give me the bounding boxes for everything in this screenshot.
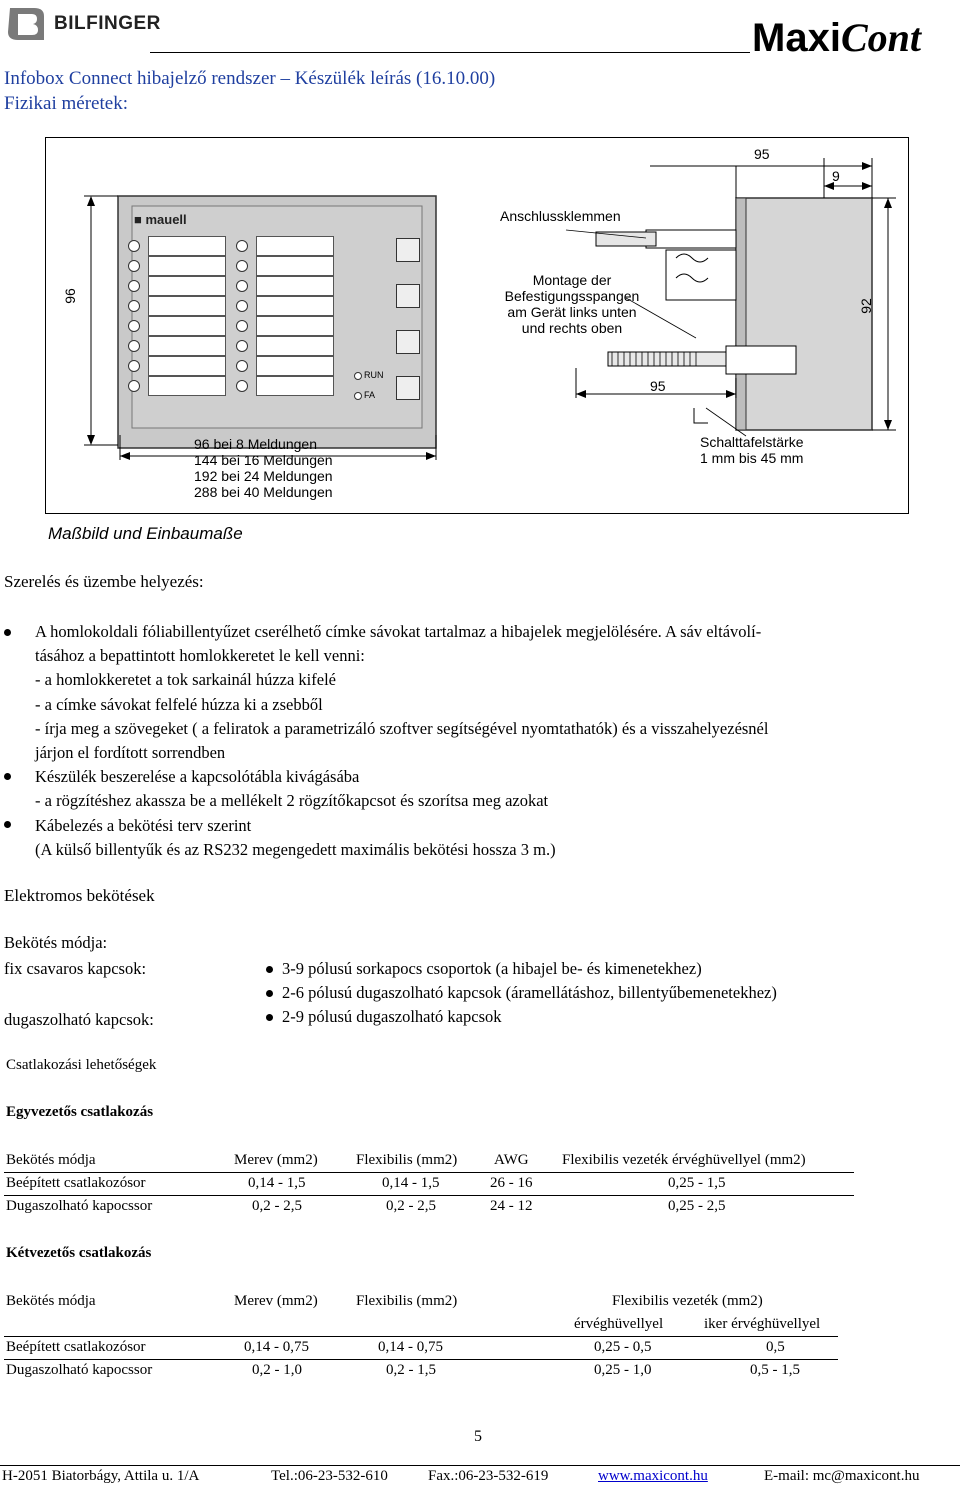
install-line: Kábelezés a bekötési terv szerint: [35, 815, 252, 835]
double-cell: 0,25 - 1,0: [594, 1362, 652, 1378]
company-name: BILFINGER: [54, 13, 161, 34]
label-slot: [256, 236, 334, 256]
bullet-icon: [266, 1014, 273, 1021]
indicator-led: [236, 360, 248, 372]
bullet-icon: [4, 821, 11, 828]
schalttafel-label: [700, 434, 804, 466]
install-line: tásához a bepattintott homlokkeretet le kell venni:: [35, 646, 365, 666]
bilfinger-logo-icon: [4, 4, 48, 44]
status-icon-4: [396, 376, 420, 400]
install-line: Készülék beszerelése a kapcsolótábla kivágásába: [35, 767, 360, 787]
dimension-figure: [45, 137, 909, 514]
double-header-rule: [4, 1336, 838, 1337]
dim-95-bottom: 95: [650, 378, 666, 394]
dim-95-top: 95: [754, 146, 770, 162]
indicator-led: [128, 260, 140, 272]
indicator-led: [128, 320, 140, 332]
meldungen-line: 288 bei 40 Meldungen: [194, 484, 333, 500]
install-line: (A külső billentyűk és az RS232 megengedett maximális bekötési hossza 3 m.): [35, 839, 556, 859]
terminal-item-text: 2-9 pólusú dugaszolható kapcsok: [282, 1007, 502, 1027]
fix-terminals-label: fix csavaros kapcsok:: [4, 959, 147, 978]
label-slot: [148, 276, 226, 296]
status-icon-2: [396, 284, 420, 308]
terminal-item-text: 3-9 pólusú sorkapocs csoportok (a hibajel be- és kimenetekhez): [282, 959, 702, 978]
double-cell: Beépített csatlakozósor: [6, 1339, 146, 1355]
double-subheader: érvéghüvellyel: [574, 1316, 664, 1332]
double-cell: 0,14 - 0,75: [244, 1339, 309, 1355]
double-wire-title: Kétvezetős csatlakozás: [6, 1245, 152, 1261]
double-cell: 0,25 - 0,5: [594, 1339, 652, 1355]
double-header: Flexibilis vezeték (mm2): [612, 1293, 763, 1309]
montage-line: am Gerät links unten: [507, 304, 637, 320]
double-header: Flexibilis (mm2): [356, 1293, 458, 1309]
bilfinger-logo: [4, 4, 48, 44]
indicator-led: [236, 320, 248, 332]
indicator-led: [236, 300, 248, 312]
dim-96-vertical: 96: [61, 288, 78, 304]
label-slot: [256, 336, 334, 356]
schalttafel-line: 1 mm bis 45 mm: [700, 450, 804, 466]
plug-terminals-label: dugaszolható kapcsok:: [4, 1010, 154, 1029]
footer-address: H-2051 Biatorbágy, Attila u. 1/A: [2, 1468, 200, 1484]
double-header: Merev (mm2): [234, 1293, 318, 1309]
label-slot: [148, 376, 226, 396]
terminal-item: [266, 981, 777, 1005]
single-header: AWG: [494, 1152, 529, 1168]
double-row-rule: [4, 1359, 838, 1360]
install-title: Szerelés és üzembe helyezés:: [4, 572, 204, 591]
label-slot: [256, 276, 334, 296]
anschluss-label: Anschlussklemmen: [500, 208, 621, 224]
montage-line: und rechts oben: [521, 320, 623, 336]
footer-rule: [0, 1465, 960, 1466]
mauell-logo-text: mauell: [145, 212, 187, 227]
mode-label: Bekötés módja:: [4, 933, 108, 952]
bullet-icon: [4, 629, 11, 636]
label-slot: [256, 316, 334, 336]
indicator-led: [128, 360, 140, 372]
label-slot: [148, 336, 226, 356]
terminal-item-text: 2-6 pólusú dugaszolható kapcsok (áramellátáshoz, billentyűbemenetekhez): [282, 983, 777, 1003]
single-cell: 0,14 - 1,5: [382, 1175, 440, 1191]
indicator-led: [128, 240, 140, 252]
mauell-logo: ■ mauell: [134, 212, 187, 227]
single-cell: 26 - 16: [490, 1175, 533, 1191]
bullet-icon: [266, 990, 273, 997]
brand-logo: [752, 14, 921, 61]
header-rule: [150, 52, 750, 53]
label-slot: [256, 296, 334, 316]
indicator-led: [236, 280, 248, 292]
single-cell: 0,14 - 1,5: [248, 1175, 306, 1191]
montage-line: Befestigungsspangen: [504, 288, 640, 304]
single-header: Flexibilis vezeték érvéghüvellyel (mm2): [562, 1152, 806, 1168]
montage-line: Montage der: [532, 272, 612, 288]
brand-script: Cont: [840, 15, 921, 60]
fa-label: FA: [364, 390, 376, 400]
status-icon-1: [396, 238, 420, 262]
indicator-led: [128, 300, 140, 312]
install-line: A homlokoldali fóliabillentyűzet cserélhető címke sávokat tartalmaz a hibajelek megjelölésére. A sáv eltávolí-: [35, 622, 762, 641]
indicator-led: [128, 280, 140, 292]
indicator-led: [236, 340, 248, 352]
install-list: [0, 620, 960, 862]
single-header: Flexibilis (mm2): [356, 1152, 458, 1168]
status-icon-3: [396, 330, 420, 354]
single-cell: 0,25 - 2,5: [668, 1198, 726, 1214]
single-cell: 0,2 - 2,5: [386, 1198, 436, 1214]
figure-caption: Maßbild und Einbaumaße: [48, 524, 243, 543]
single-header-rule: [4, 1172, 854, 1173]
label-slot: [256, 256, 334, 276]
indicator-led: [236, 260, 248, 272]
dim-92: 92: [857, 298, 874, 314]
run-label: RUN: [364, 370, 384, 380]
indicator-led: [128, 380, 140, 392]
montage-label: [498, 272, 646, 336]
label-slot: [148, 316, 226, 336]
single-header: Merev (mm2): [234, 1152, 318, 1168]
indicator-led: [128, 340, 140, 352]
double-header: Bekötés módja: [6, 1293, 96, 1309]
install-line: - a homlokkeretet a tok sarkainál húzza kifelé: [35, 670, 336, 690]
footer-web-link[interactable]: www.maxicont.hu: [598, 1468, 708, 1484]
bullet-icon: [4, 773, 11, 780]
single-header: Bekötés módja: [6, 1152, 96, 1168]
label-slot: [256, 356, 334, 376]
brand-bold: Maxi: [752, 16, 841, 60]
meldungen-label: [194, 436, 333, 500]
install-line: - írja meg a szövegeket ( a feliratok a parametrizáló szoftver segítségével nyomtathatók) és a visszahelyezésnél: [35, 718, 769, 738]
single-cell: Dugaszolható kapocssor: [6, 1198, 153, 1214]
indicator-led: [236, 240, 248, 252]
double-cell: 0,5: [766, 1339, 785, 1355]
page-number: 5: [474, 1428, 482, 1445]
schalttafel-line: Schalttafelstärke: [700, 434, 804, 450]
double-cell: 0,14 - 0,75: [378, 1339, 443, 1355]
label-slot: [256, 376, 334, 396]
single-wire-title: Egyvezetős csatlakozás: [6, 1104, 154, 1120]
indicator-led: [236, 380, 248, 392]
double-cell: 0,2 - 1,5: [386, 1362, 436, 1378]
bullet-icon: [266, 966, 273, 973]
meldungen-line: 144 bei 16 Meldungen: [194, 452, 333, 468]
meldungen-line: 192 bei 24 Meldungen: [194, 468, 333, 484]
install-line: járjon el fordított sorrendben: [35, 743, 226, 763]
single-cell: 0,25 - 1,5: [668, 1175, 726, 1191]
terminal-list: [266, 957, 777, 1030]
double-cell: Dugaszolható kapocssor: [6, 1362, 153, 1378]
terminal-item: [266, 957, 777, 981]
label-slot: [148, 256, 226, 276]
single-cell: 24 - 12: [490, 1198, 533, 1214]
install-line: - a rögzítéshez akassza be a mellékelt 2 rögzítőkapcsot és szorítsa meg azokat: [35, 791, 549, 811]
dim-9: 9: [832, 168, 840, 184]
electrical-title: Elektromos bekötések: [4, 886, 155, 905]
section-subtitle: Fizikai méretek:: [4, 93, 128, 114]
document-title: Infobox Connect hibajelző rendszer – Készülék leírás (16.10.00): [4, 68, 496, 89]
single-row-rule: [4, 1195, 854, 1196]
label-slot: [148, 236, 226, 256]
meldungen-line: 96 bei 8 Meldungen: [194, 436, 317, 452]
label-slot: [148, 356, 226, 376]
double-cell: 0,2 - 1,0: [252, 1362, 302, 1378]
double-subheader: iker érvéghüvellyel: [704, 1316, 821, 1332]
footer-email: E-mail: mc@maxicont.hu: [764, 1468, 920, 1484]
run-led: [354, 372, 362, 380]
terminal-item: [266, 1005, 777, 1029]
single-cell: Beépített csatlakozósor: [6, 1175, 146, 1191]
footer-fax: Fax.:06-23-532-619: [428, 1468, 549, 1484]
connections-title: Csatlakozási lehetőségek: [6, 1057, 157, 1073]
label-slot: [148, 296, 226, 316]
footer-tel: Tel.:06-23-532-610: [271, 1468, 388, 1484]
install-line: - a címke sávokat felfelé húzza ki a zsebből: [35, 694, 323, 714]
double-cell: 0,5 - 1,5: [750, 1362, 800, 1378]
single-cell: 0,2 - 2,5: [252, 1198, 302, 1214]
fa-led: [354, 392, 362, 400]
